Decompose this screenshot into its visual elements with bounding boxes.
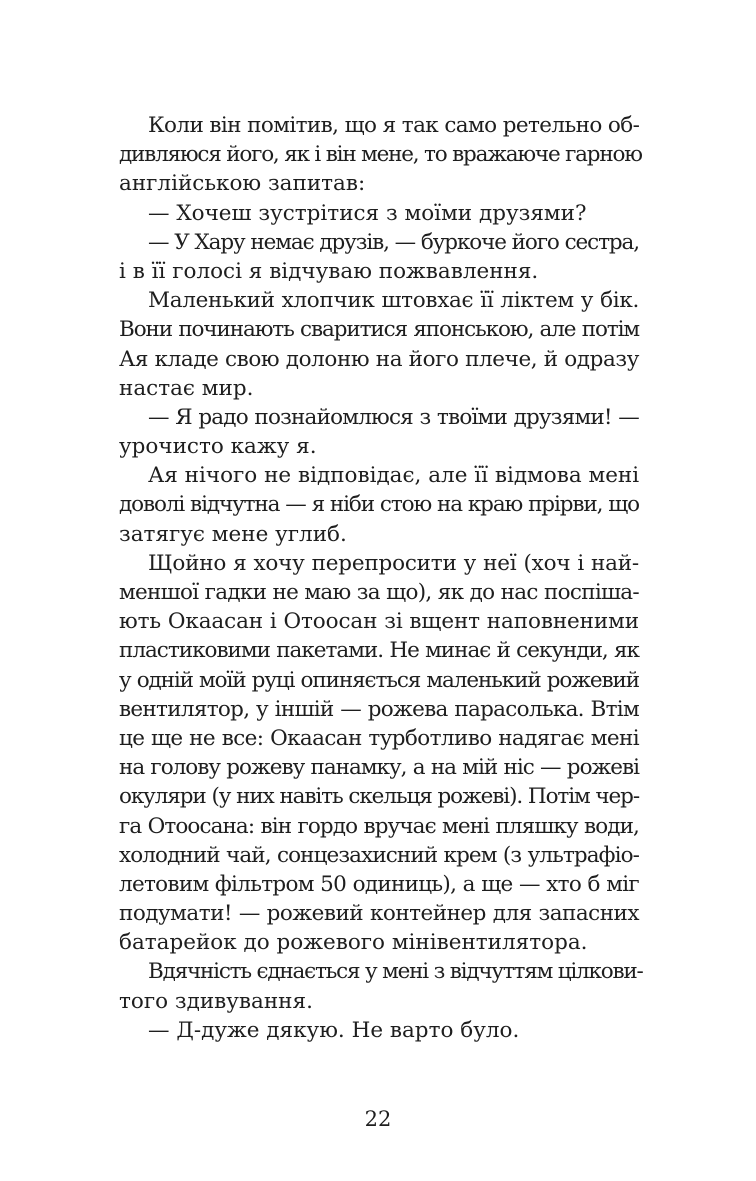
text-line: — Я радо познайомлюся з твоїми друзями! — bbox=[148, 404, 639, 430]
text-line: холодний чай, сонцезахисний крем (з ультрафіо- bbox=[119, 842, 639, 868]
text-line: у одній моїй руці опиняється маленький рожевий bbox=[119, 667, 639, 693]
text-line: це ще не все: Окаасан турботливо надягає мені bbox=[119, 725, 639, 751]
text-line: летовим фільтром 50 одиниць), а ще — хто б міг bbox=[119, 871, 639, 897]
text-line: дивляюся його, як і він мене, то вражаюче гарною bbox=[119, 142, 642, 168]
text-line: батарейок до рожевого мінівентилятора. bbox=[119, 930, 588, 956]
text-line: на голову рожеву панамку, а на мій ніс — рожеві bbox=[119, 755, 639, 781]
text-line: — У Хару немає друзів, — буркоче його сестра, bbox=[148, 229, 639, 255]
text-line: настає мир. bbox=[119, 375, 254, 401]
text-line: ють Окаасан і Отоосан зі вщент наповненими bbox=[119, 609, 639, 635]
text-line: англійською запитав: bbox=[119, 171, 366, 197]
text-line: того здивування. bbox=[119, 988, 313, 1014]
text-line: меншої гадки не маю за що), як до нас поспіша- bbox=[119, 580, 639, 605]
page-number: 22 bbox=[364, 1107, 392, 1131]
text-line: подумати! — рожевий контейнер для запасних bbox=[119, 901, 639, 927]
text-line: Ая кладе свою долоню на його плече, й одразу bbox=[119, 346, 639, 372]
text-line: га Отоосана: він гордо вручає мені пляшку води, bbox=[119, 813, 639, 839]
text-line: — Хочеш зустрітися з моїми друзями? bbox=[148, 200, 587, 226]
text-line: пластиковими пакетами. Не минає й секунди, як bbox=[119, 638, 639, 664]
text-line: Коли він помітив, що я так само ретельно об- bbox=[148, 113, 640, 138]
text-line: доволі відчутна — я ніби стою на краю прірви, що bbox=[119, 492, 639, 518]
text-line: Ая нічого не відповідає, але її відмова мені bbox=[148, 463, 640, 489]
text-line: затягує мене углиб. bbox=[119, 521, 347, 547]
text-line: — Д-дуже дякую. Не варто було. bbox=[148, 1017, 520, 1043]
text-line: і в її голосі я відчуваю пожвавлення. bbox=[119, 258, 539, 284]
text-line: Маленький хлопчик штовхає її ліктем у бік. bbox=[148, 288, 639, 314]
text-line: Вдячність єднається у мені з відчуттям цілкови- bbox=[148, 959, 643, 985]
text-line: урочисто кажу я. bbox=[119, 434, 317, 460]
text-line: Вони починають сваритися японською, але потім bbox=[119, 317, 639, 343]
text-line: вентилятор, у іншій — рожева парасолька. Втім bbox=[119, 696, 639, 722]
body-text bbox=[119, 111, 643, 1045]
text-line: окуляри (у них навіть скельця рожеві). Потім чер- bbox=[119, 784, 639, 810]
text-line: Щойно я хочу перепросити у неї (хоч і най- bbox=[148, 550, 639, 576]
